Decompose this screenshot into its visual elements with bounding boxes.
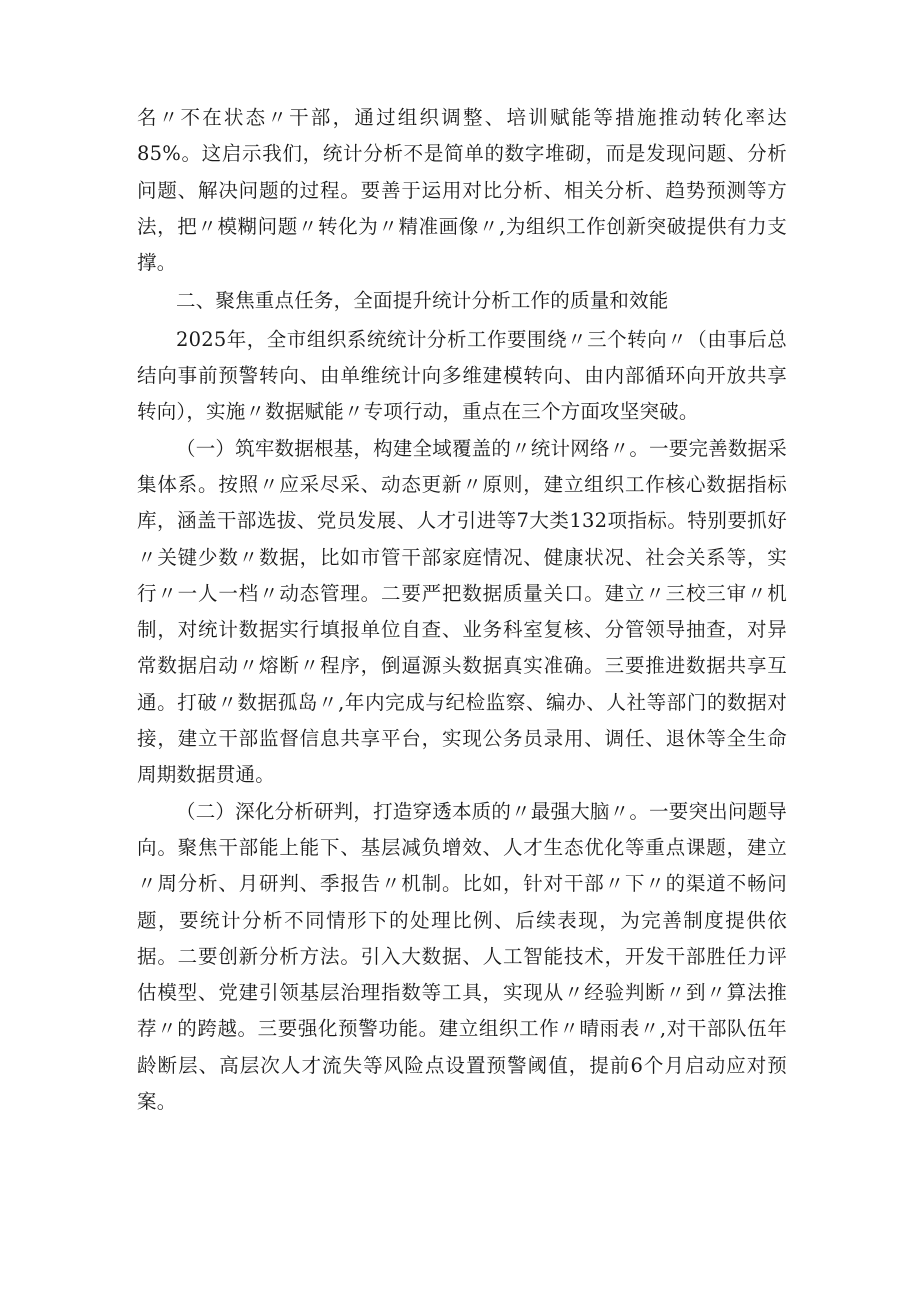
paragraph-subsection-one: （一）筑牢数据根基，构建全域覆盖的〃统计网络〃。一要完善数据采集体系。按照〃应采尽采、动态更新〃原则，建立组织工作核心数据指标库，涵盖干部选拔、党员发展、人才引进等7大类132项指标。特别要抓好〃关键少数〃数据，比如市管干部家庭情况、健康状况、社会关系等，实行〃一人一档〃动态管理。二要严把数据质量关口。建立〃三校三审〃机制，对统计数据实行填报单位自查、业务科室复核、分管领导抽查，对异常数据启动〃熔断〃程序，倒逼源头数据真实准确。三要推进数据共享互通。打破〃数据孤岛〃,年内完成与纪检监察、编办、人社等部门的数据对接，建立干部监督信息共享平台，实现公务员录用、调任、退休等全生命周期数据贯通。 [137,436,787,787]
paragraph-subsection-two: （二）深化分析研判，打造穿透本质的〃最强大脑〃。一要突出问题导向。聚焦干部能上能下、基层减负增效、人才生态优化等重点课题，建立〃周分析、月研判、季报告〃机制。比如，针对干部〃下〃的渠道不畅问题，要统计分析不同情形下的处理比例、后续表现，为完善制度提供依据。二要创新分析方法。引入大数据、人工智能技术，开发干部胜任力评估模型、党建引领基层治理指数等工具，实现从〃经验判断〃到〃算法推荐〃的跨越。三要强化预警功能。建立组织工作〃晴雨表〃,对干部队伍年龄断层、高层次人才流失等风险点设置预警阈值，提前6个月启动应对预案。 [137,799,787,1114]
document-body [137,100,787,1120]
section-heading: 二、聚焦重点任务，全面提升统计分析工作的质量和效能 [176,289,669,313]
paragraph-continuation: 名〃不在状态〃干部，通过组织调整、培训赋能等措施推动转化率达85%。这启示我们，统计分析不是简单的数字堆砌，而是发现问题、分析问题、解决问题的过程。要善于运用对比分析、相关分析、趋势预测等方法，把〃模糊问题〃转化为〃精准画像〃,为组织工作创新突破提供有力支撑。 [137,106,787,275]
paragraph-intro: 2025年，全市组织系统统计分析工作要围绕〃三个转向〃（由事后总结向事前预警转向、由单维统计向多维建模转向、由内部循环向开放共享转向），实施〃数据赋能〃专项行动，重点在三个方面攻坚突破。 [137,327,787,424]
